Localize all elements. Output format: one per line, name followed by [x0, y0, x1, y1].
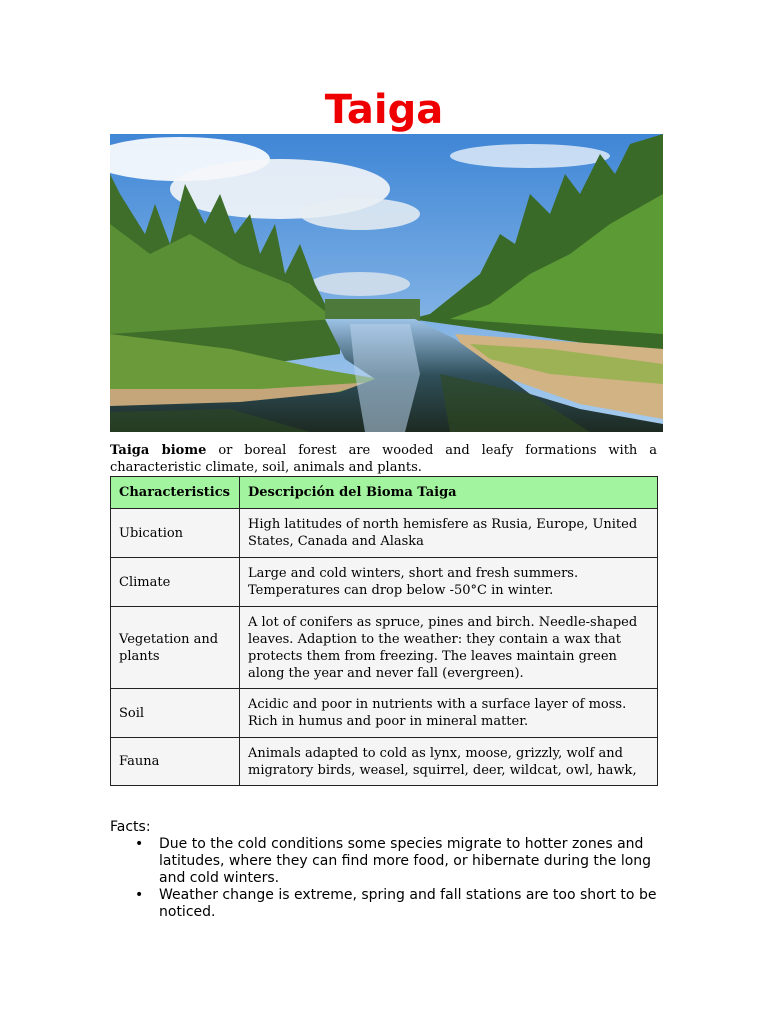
fact-text: Due to the cold conditions some species migrate to hotter zones and latitudes, where they can find more food, or hibernate during the long and cold winters.: [159, 836, 652, 886]
column-header: Descripción del Bioma Taiga: [240, 477, 658, 509]
biome-characteristics-table: [110, 476, 658, 786]
intro-paragraph: [110, 442, 657, 476]
facts-section: [110, 819, 670, 921]
row-description: Large and cold winters, short and fresh summers. Temperatures can drop below -50°C in winter.: [240, 558, 658, 607]
bullet-icon: •: [135, 887, 144, 903]
row-description: [240, 689, 658, 738]
facts-label: Facts:: [110, 819, 151, 835]
bullet-icon: •: [135, 836, 144, 852]
taiga-landscape-photo: [110, 134, 663, 432]
row-description-line: Acidic and poor in nutrients with a surface layer of moss.: [248, 697, 627, 712]
page-title: Taiga: [324, 87, 444, 133]
table-row: [111, 558, 658, 607]
row-description: A lot of conifers as spruce, pines and birch. Needle-shaped leaves. Adaption to the weather: they contain a wax that protects them from freezing. The leaves maintain green along the year and never fall (evergreen).: [240, 607, 658, 689]
row-name: Vegetation and plants: [111, 607, 240, 689]
list-item: [135, 836, 670, 887]
row-description-line: Rich in humus and poor in mineral matter.: [248, 714, 529, 729]
intro-bold-term: Taiga biome: [110, 443, 207, 458]
row-name: Soil: [111, 689, 240, 738]
table-row: [111, 738, 658, 786]
table-row: [111, 689, 658, 738]
row-description: High latitudes of north hemisfere as Rusia, Europe, United States, Canada and Alaska: [240, 509, 658, 558]
column-header: Characteristics: [111, 477, 240, 509]
row-name: Ubication: [111, 509, 240, 558]
row-description: Animals adapted to cold as lynx, moose, grizzly, wolf and migratory birds, weasel, squirrel, deer, wildcat, owl, hawk,: [240, 738, 658, 786]
facts-list: [110, 836, 670, 921]
table-header-row: [111, 477, 658, 509]
fact-text: Weather change is extreme, spring and fall stations are too short to be noticed.: [159, 887, 657, 920]
row-name: Fauna: [111, 738, 240, 786]
row-name: Climate: [111, 558, 240, 607]
list-item: [135, 887, 670, 921]
table-row: [111, 607, 658, 689]
table-row: [111, 509, 658, 558]
intro-text: or boreal forest are wooded and leafy formations with a characteristic climate, soil, animals and plants.: [110, 443, 657, 475]
